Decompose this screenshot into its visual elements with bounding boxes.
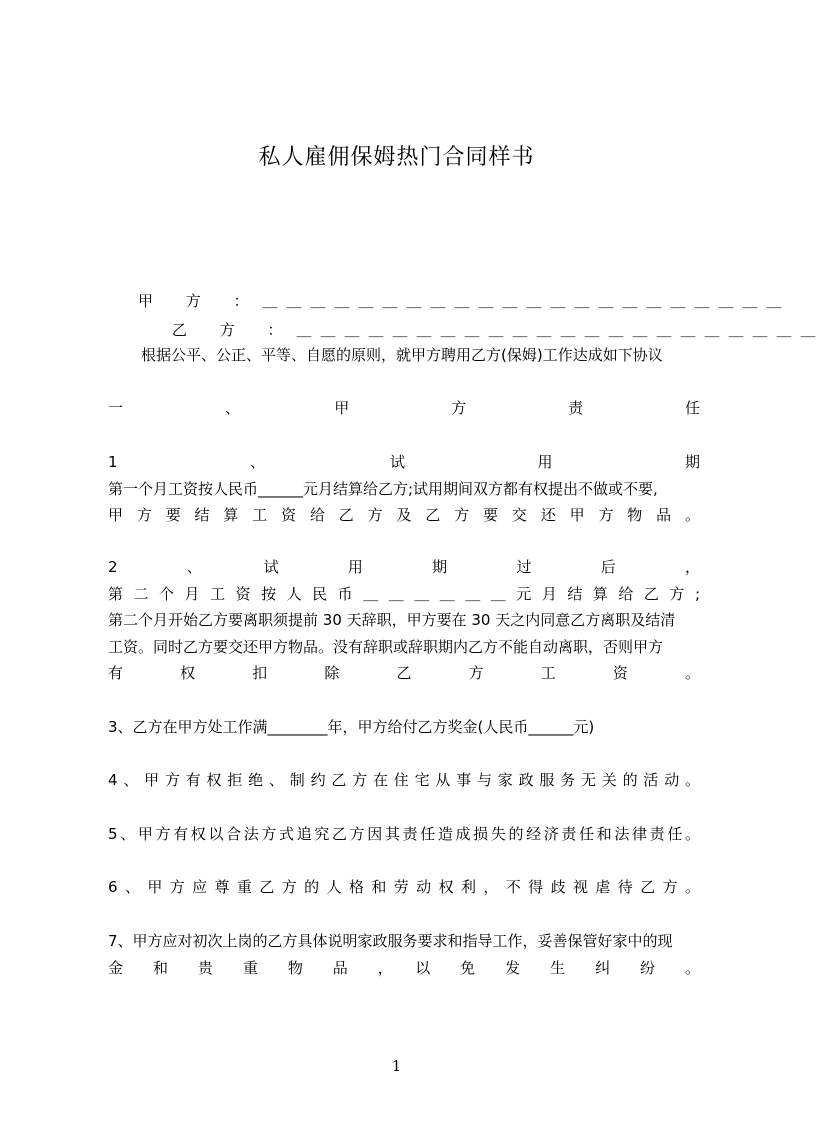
clause-2-line-4: 工资。同时乙方要交还甲方物品。没有辞职或辞职期内乙方不能自动离职，否则甲方 xyxy=(108,638,664,656)
party-a-label: 甲 方 ： xyxy=(138,292,263,310)
party-a-blank: ＿＿＿＿＿＿＿＿＿＿＿＿＿＿＿＿＿＿＿＿＿＿ xyxy=(262,292,791,310)
page-number: 1 xyxy=(391,1057,402,1075)
clause-2-line-2: 第二个月工资按人民币＿＿＿＿＿＿元月结算给乙方; xyxy=(108,585,700,603)
clause-2-line-1: 2 、 试 用 期 过 后 ， xyxy=(108,558,700,576)
clause-4-line-1: 4、甲方有权拒绝、制约乙方在住宅从事与家政服务无关的活动。 xyxy=(108,771,700,789)
clause-1-line-2: 第一个月工资按人民币______元月结算给乙方;试用期间双方都有权提出不做或不要, xyxy=(108,480,658,498)
party-b-blank: ＿＿＿＿＿＿＿＿＿＿＿＿＿＿＿＿＿＿＿＿＿＿ xyxy=(296,321,825,339)
party-b-line xyxy=(172,320,825,340)
clause-1-line-1: 1 、 试 用 期 xyxy=(108,453,700,471)
clause-3-line-1: 3、乙方在甲方处工作满________年，甲方给付乙方奖金(人民币______元) xyxy=(108,718,595,736)
clause-1-line-3: 甲方要结算工资给乙方及乙方要交还甲方物品。 xyxy=(108,506,700,524)
party-b-label: 乙 方 ： xyxy=(172,321,297,339)
clause-6-line-1: 6、甲方应尊重乙方的人格和劳动权利，不得歧视虐待乙方。 xyxy=(108,878,700,896)
intro-paragraph: 根据公平、公正、平等、自愿的原则，就甲方聘用乙方(保姆)工作达成如下协议 xyxy=(141,346,663,364)
clause-2-line-3: 第二个月开始乙方要离职须提前 30 天辞职，甲方要在 30 天之内同意乙方离职及结清 xyxy=(108,611,676,629)
clause-5-line-1: 5、甲方有权以合法方式追究乙方因其责任造成损失的经济责任和法律责任。 xyxy=(108,825,700,843)
clause-7-line-2: 金 和 贵 重 物 品 ， 以 免 发 生 纠 纷 。 xyxy=(108,959,700,977)
document-title: 私人雇佣保姆热门合同样书 xyxy=(258,145,535,170)
clause-2-line-5: 有 权 扣 除 乙 方 工 资 。 xyxy=(108,664,700,682)
party-a-line xyxy=(138,291,791,311)
clause-7-line-1: 7、甲方应对初次上岗的乙方具体说明家政服务要求和指导工作，妥善保管好家中的现 xyxy=(108,932,673,950)
section-heading-party-a-duties: 一 、 甲 方 责 任 xyxy=(108,399,700,417)
